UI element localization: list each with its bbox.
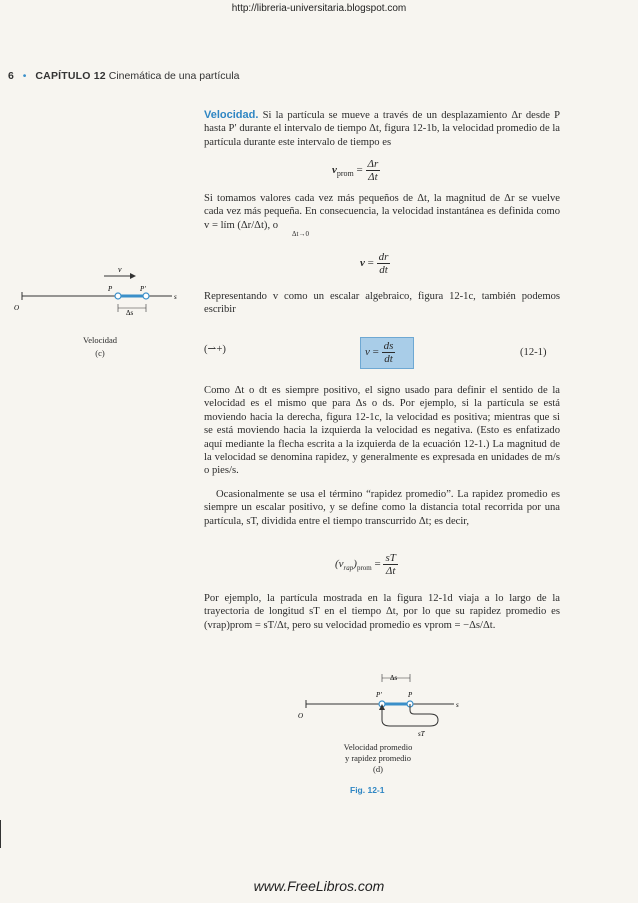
direction-arrow: (⇀+)	[204, 344, 226, 355]
eq2-lhs: v	[360, 257, 365, 270]
eq2-num: dr	[378, 251, 389, 263]
bottom-url[interactable]: www.FreeLibros.com	[253, 878, 385, 894]
figure-d-diagram	[294, 668, 474, 740]
paragraph-5: Ocasionalmente se usa el término “rapidez promedio”. La rapidez promedio es siempre un escalar positivo, y se define como la distancia total recorrida por una partícula, sT, dividida entre el tiempo transcurrido Δt; es decir,	[204, 489, 560, 527]
fig-d-o-label: O	[298, 712, 304, 720]
eq4-sub2: prom	[356, 564, 372, 573]
bullet-icon: •	[22, 70, 27, 82]
margin-mark	[0, 820, 1, 848]
lim-subscript: Δt→0	[292, 230, 309, 238]
fig-d-ds-label: Δs	[390, 674, 398, 682]
eq4-lhs: (v	[335, 558, 344, 571]
fig-d-caption-2: y rapidez promedio	[344, 753, 412, 763]
figure-c-diagram	[8, 262, 188, 322]
eq3-num: ds	[383, 340, 394, 352]
eq2-fraction	[377, 251, 391, 276]
boxed-equation	[360, 337, 414, 369]
eq4-fraction	[383, 552, 397, 577]
eq3-fraction	[382, 340, 396, 365]
chapter-title: Cinemática de una partícula	[108, 70, 240, 82]
eq4-mid: )	[353, 558, 357, 571]
eq1-fraction	[366, 158, 381, 183]
fig-c-p-label: P	[108, 285, 113, 293]
fig-d-p-label: P	[408, 691, 413, 699]
paragraph-1	[204, 109, 560, 149]
page-header	[8, 70, 240, 82]
paragraph-3: Representando v como un escalar algebraico, figura 12-1c, también podemos escribir	[204, 291, 560, 316]
equation-inst-velocity: v = $\frac{dr}{dt}$	[360, 251, 389, 276]
eq3: v = $\frac{ds}{dt}$	[365, 340, 394, 365]
fig-d-sub: (d)	[373, 764, 383, 774]
eq4-num: sT	[385, 552, 396, 564]
fig-c-sub: (c)	[95, 348, 105, 358]
fig-d-p2-label: P′	[376, 691, 382, 699]
fig-d-caption-1: Velocidad promedio	[343, 742, 413, 752]
fig-c-s-label: s	[174, 293, 177, 301]
fig-c-p2-label: P′	[140, 285, 146, 293]
paragraph-2: Si tomamos valores cada vez más pequeños de Δt, la magnitud de Δr se vuelve cada vez más pequeña. En consecuencia, la velocidad instantánea es definida como v = lím (Δr/Δt), o	[204, 193, 560, 231]
paragraph-4: Como Δt o dt es siempre positivo, el signo usado para definir el sentido de la velocidad es el mismo que para Δs o ds. Por ejemplo, si la partícula se está moviendo hacia la derecha, figura 12-1c, la velocidad es positiva; mientras que si se está moviendo hacia la izquierda la velocidad es negativa. (Esto es enfatizado aquí mediante la flecha escrita a la izquierda de la ecuación 12-1.) La magnitud de la velocidad se denomina rapidez, y generalmente es expresada en unidades de m/s o pies/s.	[204, 385, 560, 477]
chapter-label: CAPÍTULO 12	[35, 70, 106, 82]
eq2-den: dt	[379, 264, 388, 276]
eq1-lhs: v	[332, 164, 337, 177]
fig-c-ds-label: Δs	[126, 309, 134, 317]
fig-c-v-label: v	[118, 265, 122, 274]
eq4-den: Δt	[385, 565, 396, 577]
page-number: 6	[8, 70, 14, 82]
fig-d-st-label: sT	[418, 730, 425, 738]
eq1-sub: prom	[336, 169, 354, 179]
equation-avg-velocity: $v_{prom}$ = $\frac{\Delta r}{\Delta t}$	[332, 158, 379, 183]
paragraph-1-text: Si la partícula se mueve a través de un desplazamiento Δr desde P hasta P′ durante el intervalo de tiempo Δt, figura 12-1b, la velocidad promedio de la partícula durante este intervalo de tiempo es	[204, 110, 560, 148]
fig-c-caption: Velocidad	[83, 335, 117, 345]
eq4-sub: rap	[343, 564, 354, 573]
eq3-den: dt	[384, 353, 393, 365]
fig-d-s-label: s	[456, 701, 459, 709]
equation-avg-speed: $(v_{rap})_{prom}$ = $\frac{sT}{\Delta t}$	[335, 552, 396, 577]
eq1-num: Δr	[367, 158, 379, 170]
eq1-den: Δt	[368, 171, 378, 183]
fig-c-o-label: O	[14, 304, 20, 312]
top-url[interactable]: http://libreria-universitaria.blogspot.com	[231, 3, 407, 14]
paragraph-6: Por ejemplo, la partícula mostrada en la figura 12-1d viaja a lo largo de la trayectoria de longitud sT en el tiempo Δt, por lo que su rapidez promedio es (vrap)prom = sT/Δt, pero su velocidad promedio es vprom = −Δs/Δt.	[204, 593, 560, 631]
equation-number: (12-1)	[520, 347, 547, 358]
figure-title: Fig. 12-1	[350, 785, 385, 795]
section-lead: Velocidad.	[204, 109, 259, 121]
eq3-lhs: v	[365, 346, 370, 359]
